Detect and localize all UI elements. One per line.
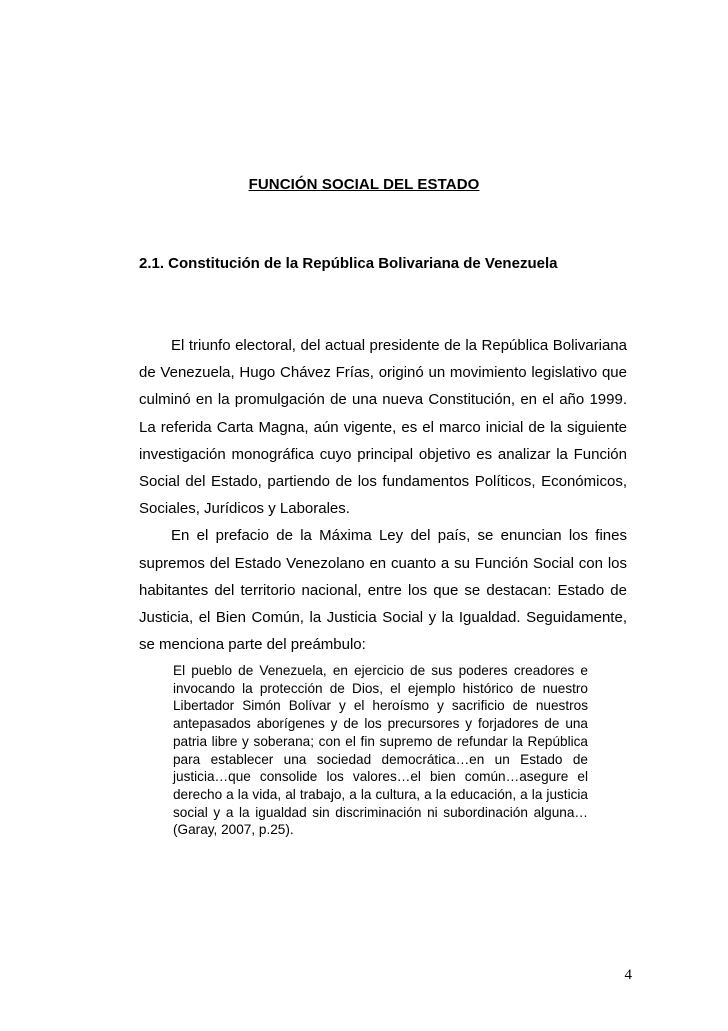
- body-text: [139, 332, 627, 658]
- document-title: FUNCIÓN SOCIAL DEL ESTADO: [248, 176, 480, 193]
- page-number: 4: [624, 967, 632, 983]
- paragraph-2: En el prefacio de la Máxima Ley del país, se enuncian los fines supremos del Estado Venezolano en cuanto a su Función Social con los habitantes del territorio nacional, entre los que se destacan: Estado de Justicia, el Bien Común, la Justicia Social y la Igualdad. Seguidamente, se menciona parte del preámbulo:: [139, 527, 627, 654]
- block-quote: El pueblo de Venezuela, en ejercicio de sus poderes creadores e invocando la protección de Dios, el ejemplo histórico de nuestro Libertador Simón Bolívar y el heroísmo y sacrificio de nuestros antepasados aborígenes y de los precursores y forjadores de una patria libre y soberana; con el fin supremo de refundar la República para establecer una sociedad democrática…en un Estado de justicia…que consolide los valores…el bien común…asegure el derecho a la vida, al trabajo, a la cultura, a la educación, a la justicia social y a la igualdad sin discriminación ni subordinación alguna…(Garay, 2007, p.25).: [173, 663, 588, 838]
- section-heading: 2.1. Constitución de la República Bolivariana de Venezuela: [139, 255, 558, 272]
- paragraph-1: El triunfo electoral, del actual presidente de la República Bolivariana de Venezuela, Hugo Chávez Frías, originó un movimiento legislativo que culminó en la promulgación de una nueva Constitución, en el año 1999. La referida Carta Magna, aún vigente, es el marco inicial de la siguiente investigación monográfica cuyo principal objetivo es analizar la Función Social del Estado, partiendo de los fundamentos Políticos, Económicos, Sociales, Jurídicos y Laborales.: [139, 337, 627, 518]
